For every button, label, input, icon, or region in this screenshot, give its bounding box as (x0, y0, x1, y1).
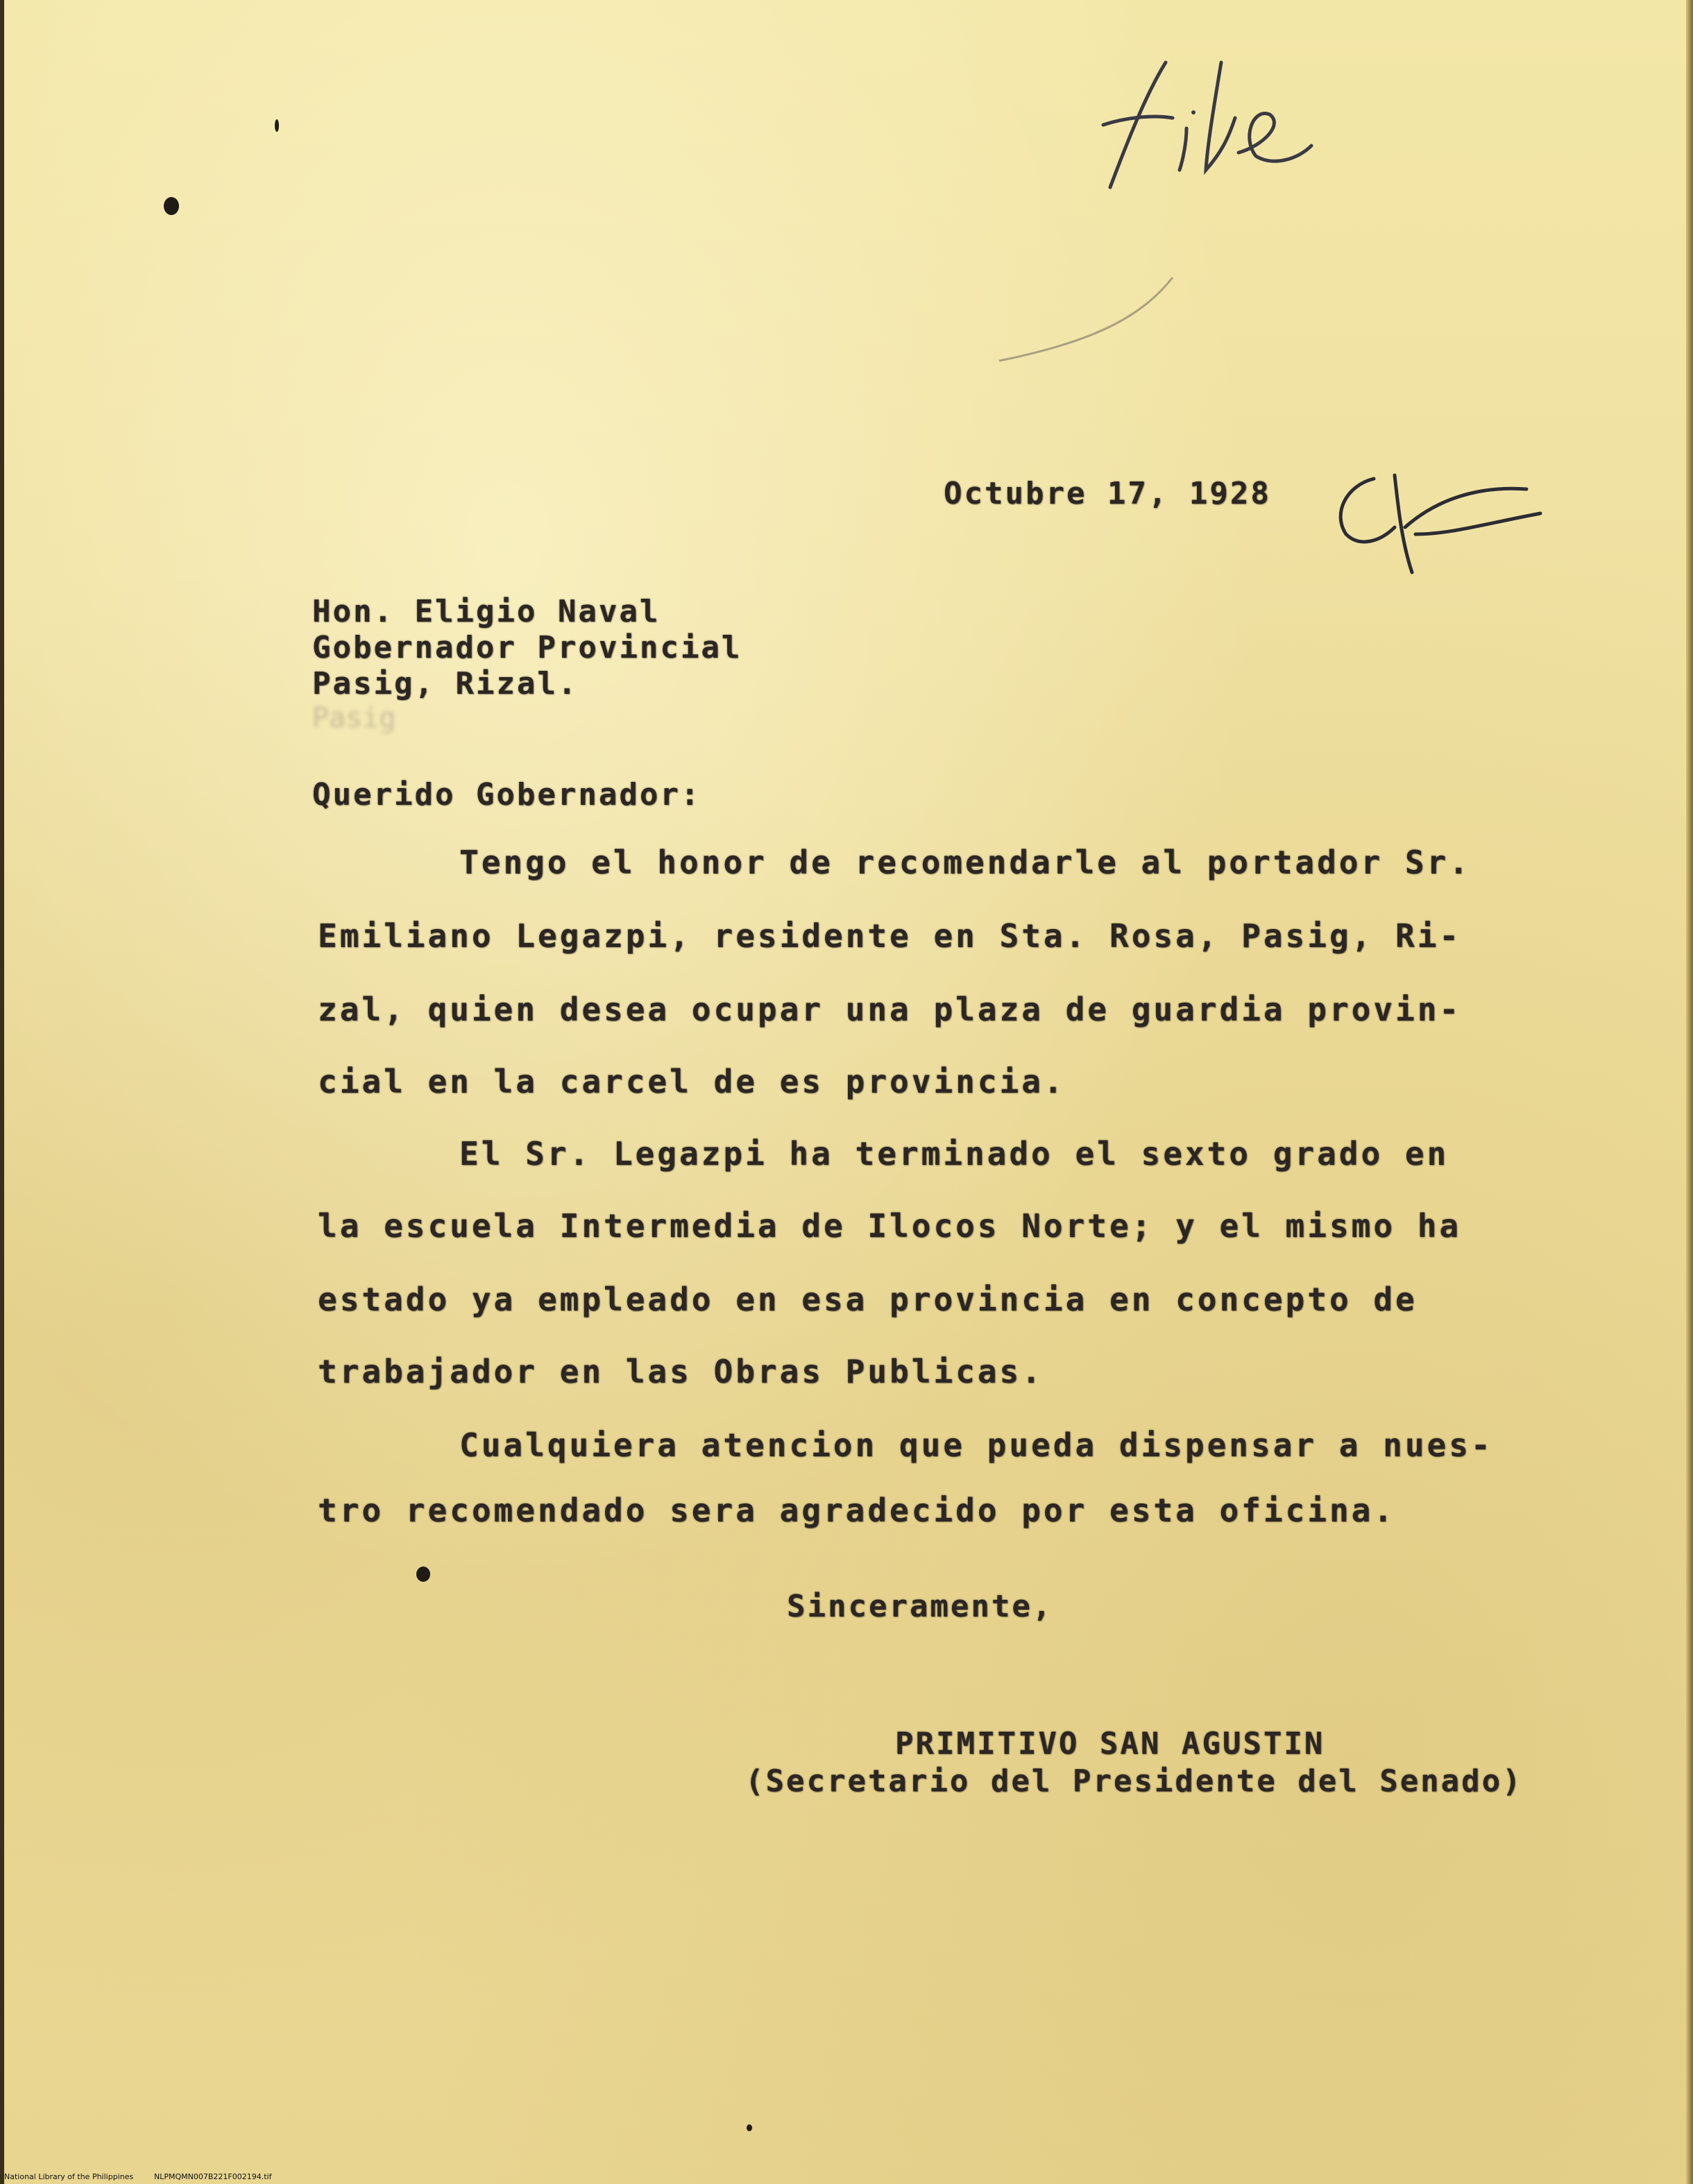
body-line: zal, quien desea ocupar una plaza de guardia provin- (318, 991, 1462, 1028)
closing: Sinceramente, (787, 1589, 1053, 1624)
scan-edge-right (1686, 0, 1693, 2184)
pencil-stroke (985, 271, 1180, 368)
handwritten-initial-annotation (1318, 458, 1554, 583)
ink-spot (275, 119, 279, 132)
crossed-out-word: Pasig (312, 702, 396, 734)
signer-name: PRIMITIVO SAN AGUSTIN (895, 1726, 1325, 1761)
addressee-name: Hon. Eligio Naval (312, 594, 661, 629)
body-line: la escuela Intermedia de Ilocos Norte; y el mismo ha (318, 1207, 1462, 1245)
footer-file-id: NLPMQMN007B221F002194.tif (154, 2172, 272, 2181)
signer-title: (Secretario del Presidente del Senado) (745, 1764, 1523, 1799)
scan-edge-left (0, 0, 4, 2184)
body-line: trabajador en las Obras Publicas. (318, 1353, 1044, 1390)
ink-spot (164, 197, 179, 215)
letter-date: Octubre 17, 1928 (944, 476, 1271, 511)
body-line: Emiliano Legazpi, residente en Sta. Rosa, Pasig, Ri- (318, 917, 1462, 955)
addressee-location: Pasig, Rizal. (312, 666, 579, 701)
body-line: cial en la carcel de es provincia. (318, 1063, 1066, 1100)
body-line: Tengo el honor de recomendarle al portador Sr. (459, 844, 1471, 881)
salutation: Querido Gobernador: (312, 777, 701, 812)
body-line: El Sr. Legazpi ha terminado el sexto grado en (459, 1135, 1449, 1172)
footer-library-label: National Library of the Philippines (4, 2172, 134, 2181)
handwritten-file-annotation (1082, 49, 1332, 194)
body-line: Cualquiera atencion que pueda dispensar a nues- (459, 1426, 1493, 1464)
addressee-title: Gobernador Provincial (312, 630, 742, 665)
ink-spot (416, 1567, 430, 1582)
body-line: tro recomendado sera agradecido por esta oficina. (318, 1492, 1396, 1529)
ink-spot (747, 2124, 752, 2131)
body-line: estado ya empleado en esa provincia en concepto de (318, 1281, 1418, 1318)
